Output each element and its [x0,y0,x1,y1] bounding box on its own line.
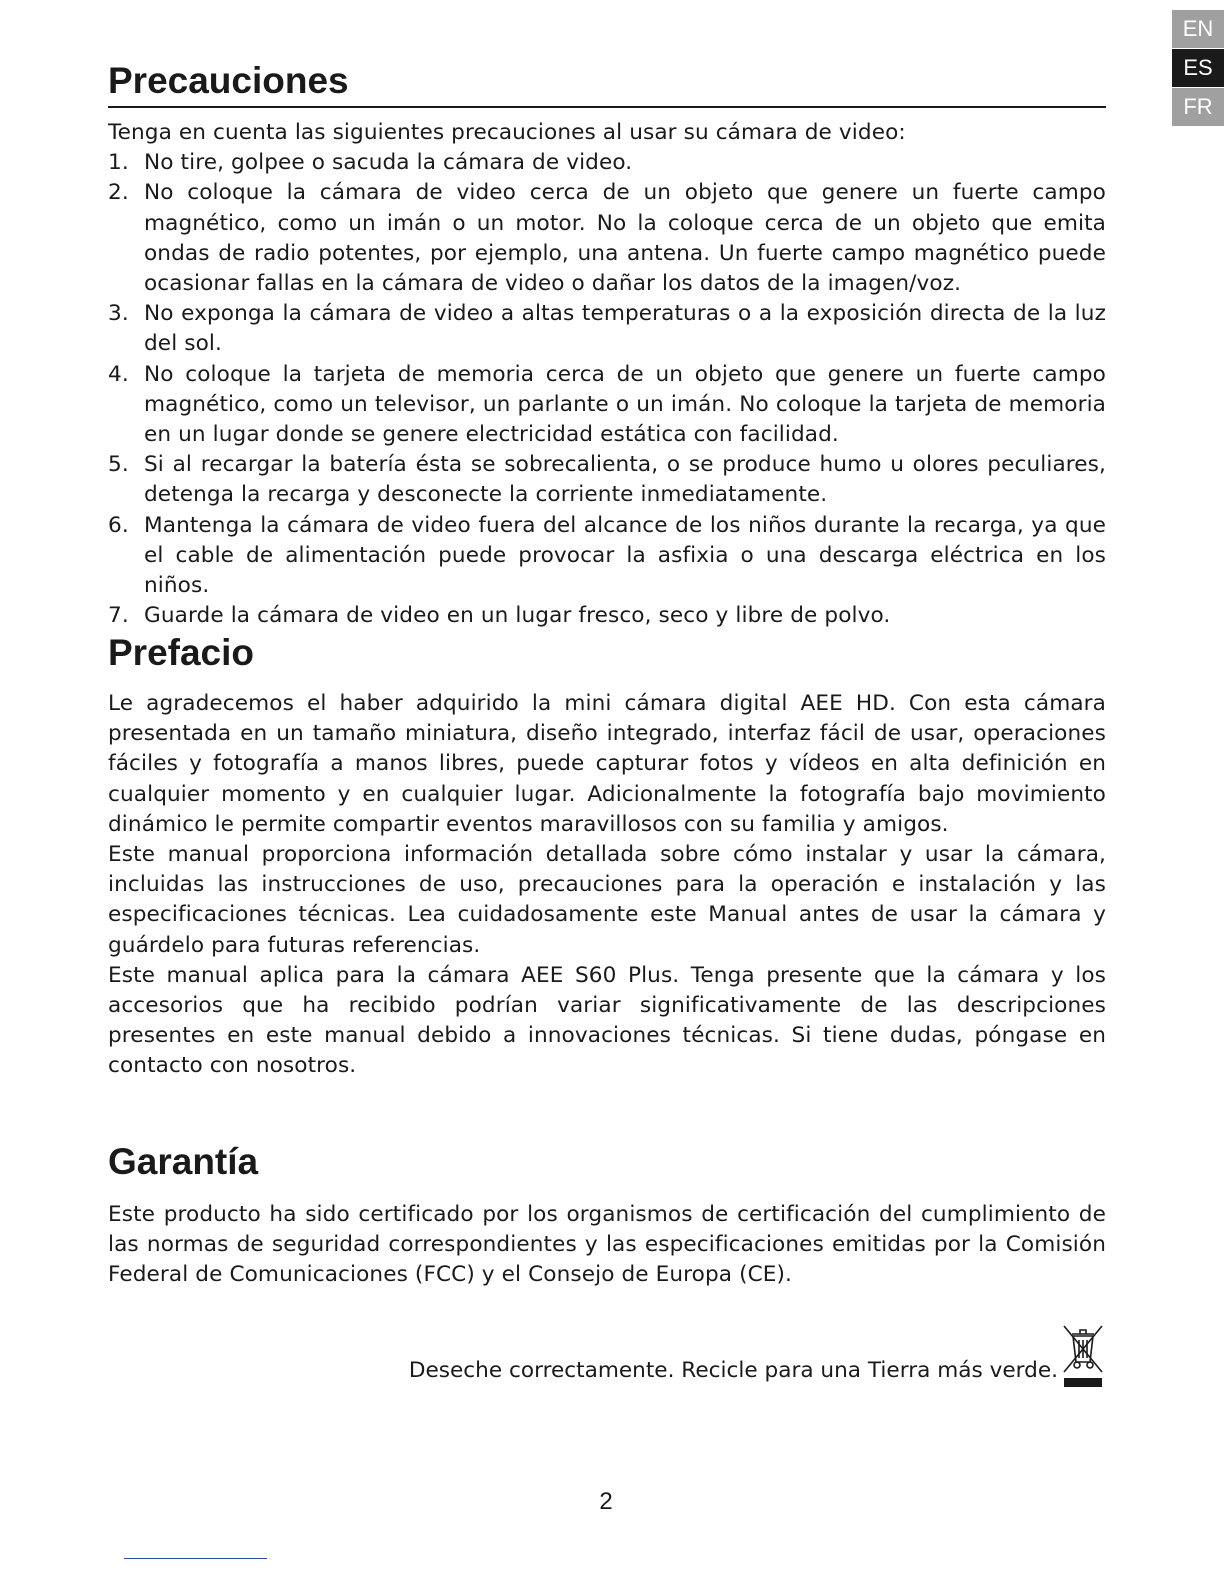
prefacio-paragraph: Este manual aplica para la cámara AEE S60 Plus. Tenga presente que la cámara y los accesorios que ha recibido podrían variar significativamente de las descripciones presentes en este manual debido a innovaciones técnicas. Si tiene dudas, póngase en contacto con nosotros. [108,962,1106,1079]
lang-tab-fr[interactable]: FR [1172,88,1224,126]
garantia-title: Garantía [108,1141,259,1182]
garantia-body [108,1200,1106,1291]
prefacio-paragraph: Este manual proporciona información detallada sobre cómo instalar y usar la cámara, incluidas las instrucciones de uso, precauciones para la operación e instalación y las especificaciones técnicas. Lea cuidadosamente este Manual antes de usar la cámara y guárdelo para futuras referencias. [108,842,1106,958]
prefacio-paragraph: Le agradecemos el haber adquirido la mini cámara digital AEE HD. Con esta cámara presentada en un tamaño miniatura, diseño integrado, interfaz fácil de usar, operaciones fáciles y fotografía a manos libres, puede capturar fotos y vídeos en alta definición en cualquier momento y en cualquier lugar. Adicionalmente la fotografía bajo movimiento dinámico le permite compartir eventos maravillosos con su familia y amigos. [108,691,1106,837]
garantia-text: Este producto ha sido certificado por los organismos de certificación del cumplimiento de las normas de seguridad correspondientes y las especificaciones emitidas por la Comisión Federal de Comunicaciones (FCC) y el Consejo de Europa (CE). [108,1202,1106,1288]
list-item: 3. No exponga la cámara de video a altas temperaturas o a la exposición directa de la luz del sol. [108,301,1106,357]
crossed-out-wheelie-bin-icon [1060,1322,1106,1390]
disposal-note [409,1322,1106,1390]
precauciones-title: Precauciones [108,60,349,101]
list-item: 5. Si al recargar la batería ésta se sobrecalienta, o se produce humo u olores peculiares, detenga la recarga y desconecte la corriente inmediatamente. [108,452,1106,508]
lang-tab-en[interactable]: EN [1172,10,1224,48]
language-tabs [1172,10,1224,127]
prefacio-title: Prefacio [108,632,255,673]
list-item: 7. Guarde la cámara de video en un lugar fresco, seco y libre de polvo. [108,603,891,629]
prefacio-body [108,689,1106,1082]
list-item: 4. No coloque la tarjeta de memoria cerca de un objeto que genere un fuerte campo magnético, como un televisor, un parlante o un imán. No coloque la tarjeta de memoria en un lugar donde se genere electricidad estática con facilidad. [108,361,1106,448]
precauciones-body [108,118,1106,631]
list-item: 1. No tire, golpee o sacuda la cámara de video. [108,150,633,176]
precauciones-intro: Tenga en cuenta las siguientes precauciones al usar su cámara de video: [108,120,906,145]
disposal-text: Deseche correctamente. Recicle para una Tierra más verde. [408,1358,1058,1383]
list-item: 2. No coloque la cámara de video cerca de un objeto que genere un fuerte campo magnético, como un imán o un motor. No la coloque cerca de un objeto que emita ondas de radio potentes, por ejemplo, una antena. Un fuerte campo magnético puede ocasionar fallas en la cámara de video o dañar los datos de la imagen/voz. [108,180,1106,297]
lang-tab-es[interactable]: ES [1172,49,1224,87]
footer-divider [124,1558,267,1559]
precauciones-list [108,148,1106,631]
title-divider [108,106,1106,108]
page-number: 2 [599,1488,613,1515]
list-item: 6. Mantenga la cámara de video fuera del alcance de los niños durante la recarga, ya que el cable de alimentación puede provocar la asfixia o una descarga eléctrica en los niños. [108,512,1106,599]
